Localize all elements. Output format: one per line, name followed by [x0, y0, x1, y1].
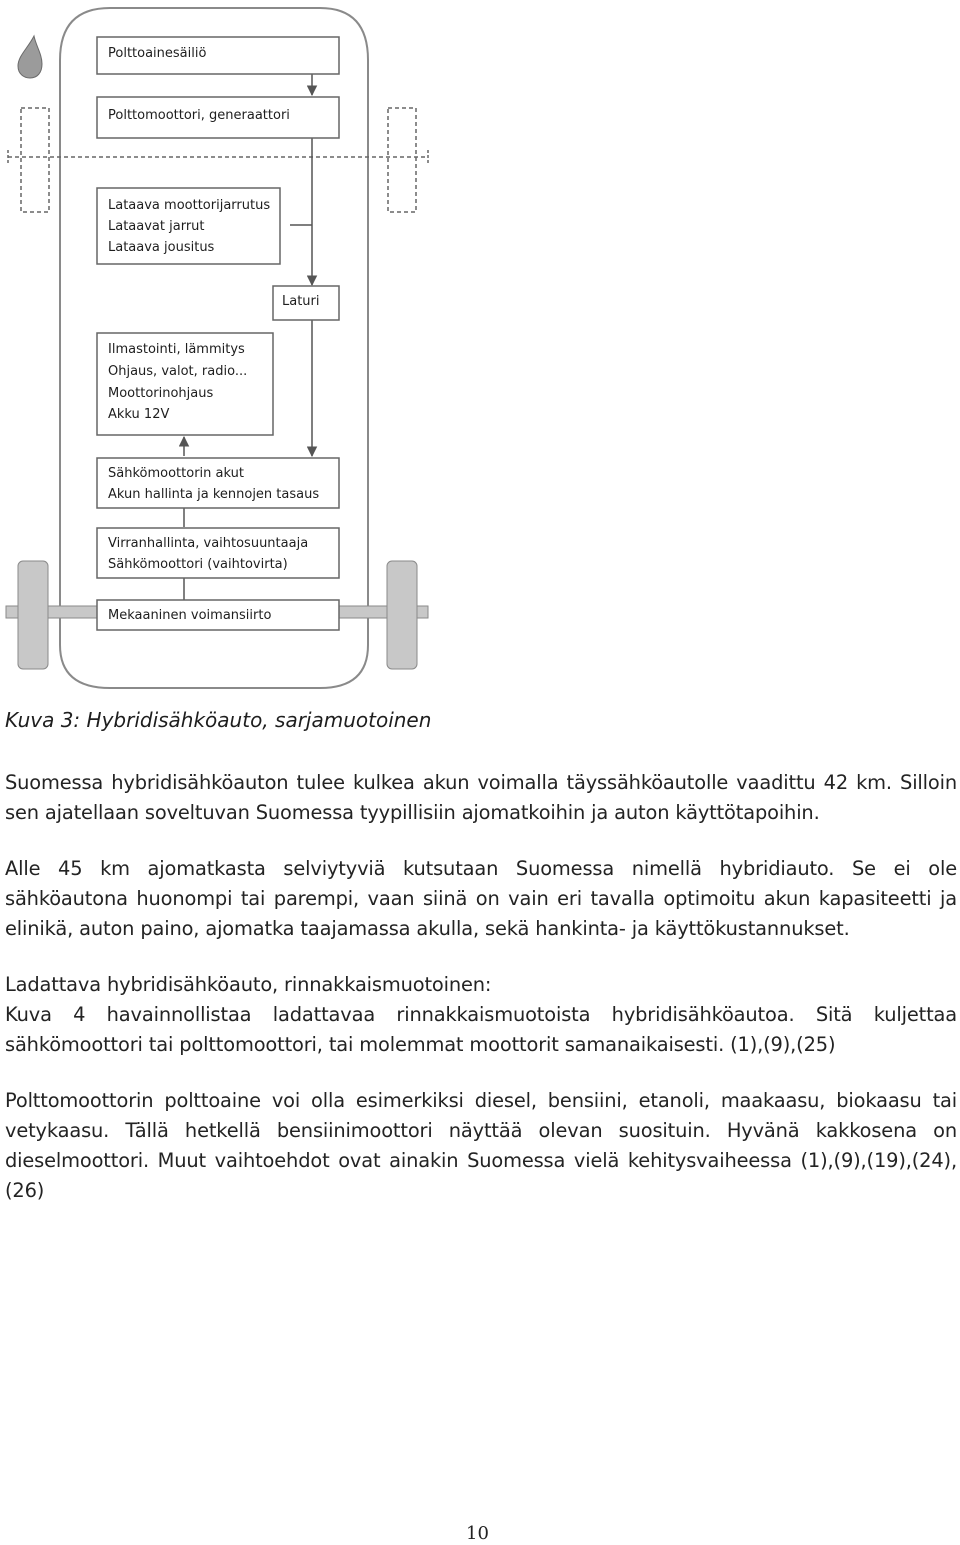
aux-label-2: Ohjaus, valot, radio...: [108, 364, 248, 379]
front-right-wheel: [388, 108, 416, 212]
regen-label-3: Lataava jousitus: [108, 240, 215, 255]
paragraph-1: Suomessa hybridisähköauton tulee kulkea akun voimalla täyssähköautolle vaadittu 42 km. Silloin sen ajatellaan soveltuvan Suomessa tyypillisiin ajomatkoihin ja auton käyttötapoihin.: [5, 771, 957, 824]
aux-label-4: Akku 12V: [108, 407, 170, 422]
paragraph-3: [5, 970, 957, 1060]
box-regenerative: [97, 188, 280, 264]
rear-left-wheel: [18, 561, 48, 669]
box-battery: [97, 458, 339, 508]
figure-caption: Kuva 3: Hybridisähköauto, sarjamuotoinen: [5, 708, 432, 732]
fuel-tank-label: Polttoainesäiliö: [108, 46, 207, 61]
aux-label-1: Ilmastointi, lämmitys: [108, 342, 245, 357]
page-number: 10: [466, 1523, 489, 1544]
aux-label-3: Moottorinohjaus: [108, 386, 214, 401]
box-fuel-tank: [97, 37, 339, 74]
paragraph-3-heading: Ladattava hybridisähköauto, rinnakkaismuotoinen:: [5, 973, 492, 996]
power-label-2: Sähkömoottori (vaihtovirta): [108, 557, 288, 572]
power-label-1: Virranhallinta, vaihtosuuntaaja: [108, 536, 309, 551]
rear-right-wheel: [387, 561, 417, 669]
box-charger: [273, 286, 339, 320]
transmission-label: Mekaaninen voimansiirto: [108, 608, 272, 623]
charger-label: Laturi: [282, 294, 320, 309]
fuel-drop-icon: [18, 36, 42, 78]
hybrid-car-diagram: [0, 0, 440, 700]
regen-label-2: Lataavat jarrut: [108, 219, 205, 234]
engine-generator-label: Polttomoottori, generaattori: [108, 108, 290, 123]
battery-label-1: Sähkömoottorin akut: [108, 466, 244, 481]
paragraph-2: Alle 45 km ajomatkasta selviytyviä kutsutaan Suomessa nimellä hybridiauto. Se ei ole sähköautona huonompi tai parempi, vaan siinä on vain eri tavalla optimoitu akun kapasiteetti ja elinikä, auton paino, ajomatka taajamassa akulla, sekä hankinta- ja käyttökustannukset.: [5, 857, 957, 940]
paragraph-4: Polttomoottorin polttoaine voi olla esimerkiksi diesel, bensiini, etanoli, maakaasu, biokaasu tai vetykaasu. Tällä hetkellä bensiinimoottori näyttää olevan suosituin. Hyvänä kakkosena on dieselmoottori. Muut vaihtoehdot ovat ainakin Suomessa vielä kehitysvaiheessa (1),(9),(19),(24),(26): [5, 1089, 957, 1202]
box-engine-generator: [97, 97, 339, 138]
paragraph-3-body: Kuva 4 havainnollistaa ladattavaa rinnakkaismuotoista hybridisähköautoa. Sitä kuljettaa sähkömoottori tai polttomoottori, tai molemmat moottorit samanaikaisesti. (1),(9),(25): [5, 1003, 957, 1056]
body-text: [5, 768, 957, 1206]
box-transmission: [97, 600, 339, 630]
box-power-management: [97, 528, 339, 578]
regen-label-1: Lataava moottorijarrutus: [108, 198, 271, 213]
battery-label-2: Akun hallinta ja kennojen tasaus: [108, 487, 320, 502]
front-left-wheel: [21, 108, 49, 212]
box-auxiliary: [97, 333, 273, 435]
